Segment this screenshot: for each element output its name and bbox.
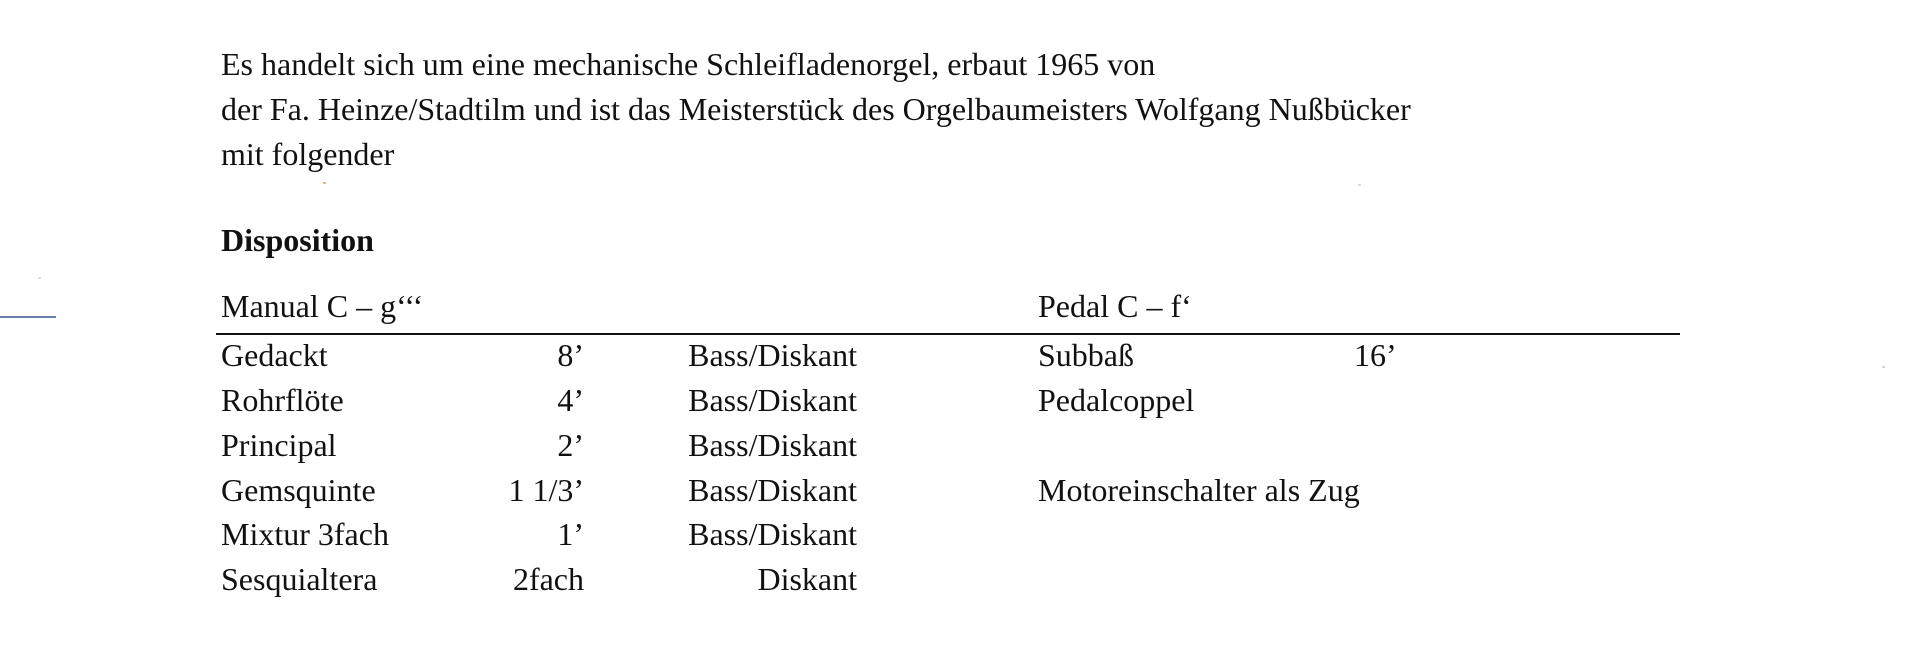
manual-stop-size: 1’ xyxy=(557,516,584,552)
scan-speck xyxy=(323,182,326,184)
manual-stop-name: Rohrflöte xyxy=(221,382,344,418)
manual-stop-division: Bass/Diskant xyxy=(688,472,857,508)
manual-stop-size: 2fach xyxy=(512,561,584,597)
manual-stop-size: 1 1/3’ xyxy=(508,472,584,508)
manual-stop-name: Gedackt xyxy=(221,337,328,373)
manual-stop-size: 8’ xyxy=(557,337,584,373)
manual-stop-division: Bass/Diskant xyxy=(688,382,857,418)
manual-stop-name: Gemsquinte xyxy=(221,472,376,508)
manual-stop-size: 4’ xyxy=(557,382,584,418)
scan-speck xyxy=(1882,366,1885,368)
scan-speck xyxy=(1358,184,1361,186)
margin-mark xyxy=(0,316,56,318)
disposition-heading: Disposition xyxy=(221,222,374,258)
pedal-stop-name: Subbaß xyxy=(1038,337,1134,373)
manual-stop-name: Sesquialtera xyxy=(221,561,378,597)
intro-line-1: Es handelt sich um eine mechanische Schleifladenorgel, erbaut 1965 von xyxy=(221,46,1156,82)
manual-header: Manual C – g‘‘‘ xyxy=(221,288,424,324)
manual-stop-division: Diskant xyxy=(757,561,857,597)
intro-paragraph xyxy=(221,42,1411,177)
intro-line-3: mit folgender xyxy=(221,136,395,172)
header-rule xyxy=(216,333,1680,335)
motor-switch: Motoreinschalter als Zug xyxy=(1038,472,1360,508)
manual-stop-division: Bass/Diskant xyxy=(688,516,857,552)
manual-stop-division: Bass/Diskant xyxy=(688,337,857,373)
pedal-header: Pedal C – f‘ xyxy=(1038,288,1192,324)
manual-stop-name: Mixtur 3fach xyxy=(221,516,389,552)
scan-speck xyxy=(38,277,41,279)
pedal-stop-size: 16’ xyxy=(1354,337,1397,373)
manual-stop-size: 2’ xyxy=(557,427,584,463)
manual-stop-name: Principal xyxy=(221,427,337,463)
intro-line-2: der Fa. Heinze/Stadtilm und ist das Meisterstück des Orgelbaumeisters Wolfgang Nußbücker xyxy=(221,91,1411,127)
pedal-coupler: Pedalcoppel xyxy=(1038,382,1195,418)
manual-stop-division: Bass/Diskant xyxy=(688,427,857,463)
